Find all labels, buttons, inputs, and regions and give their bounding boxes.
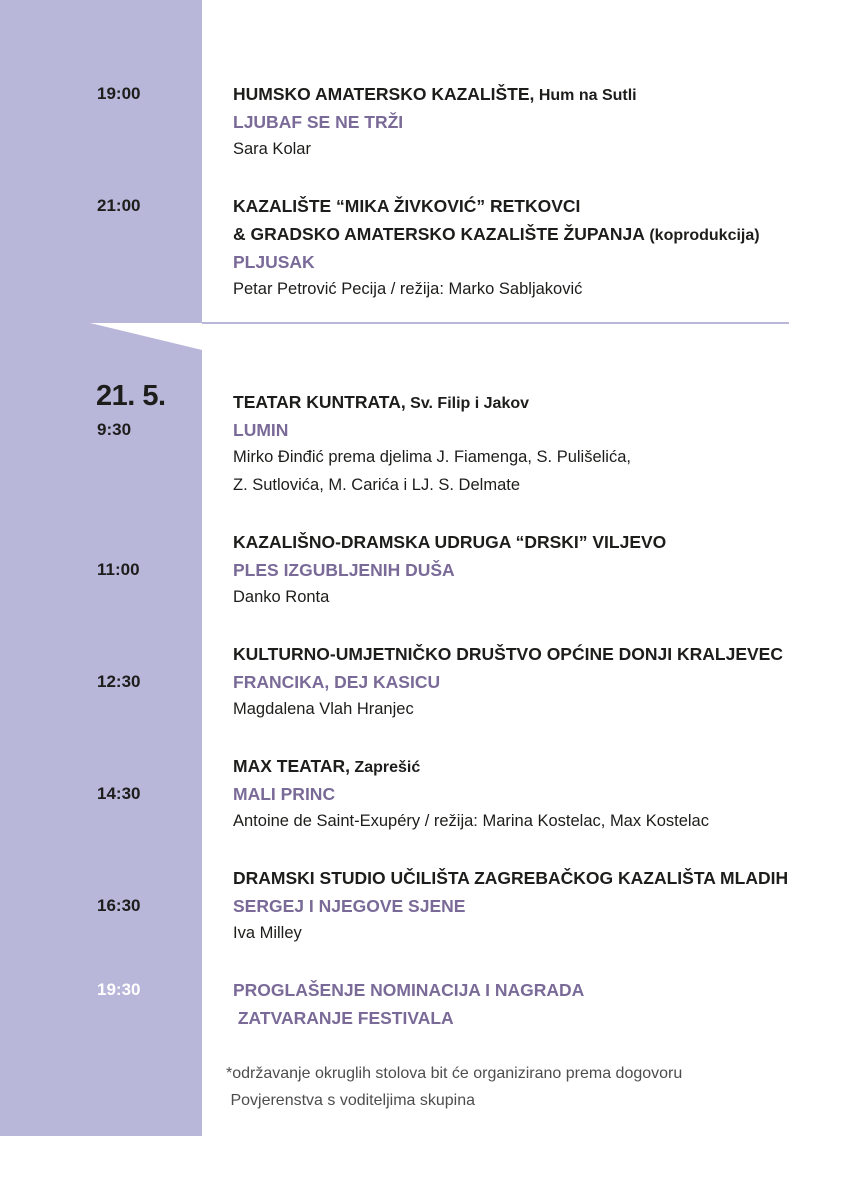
event-time: 11:00 <box>97 560 140 579</box>
event-credit: Danko Ronta <box>233 588 330 606</box>
event-title: LUMIN <box>233 420 289 440</box>
event-title: MALI PRINC <box>233 784 336 804</box>
event-time: 19:00 <box>97 84 141 103</box>
event-organizer: KULTURNO-UMJETNIČKO DRUŠTVO OPĆINE DONJI KRALJEVEC <box>233 644 783 664</box>
footnote-line2: Povjerenstva s voditeljima skupina <box>226 1092 476 1109</box>
event-credit: Antoine de Saint-Exupéry / režija: Marina Kostelac, Max Kostelac <box>233 812 709 830</box>
event-credit: Sara Kolar <box>233 140 311 158</box>
event-organizer: MAX TEATAR, Zaprešić <box>233 756 421 776</box>
event-title: PLES IZGUBLJENIH DUŠA <box>233 560 455 580</box>
event-time: 9:30 <box>97 420 132 439</box>
event-title: PLJUSAK <box>233 252 315 272</box>
event-time: 19:30 <box>97 980 141 999</box>
event-credit: Iva Milley <box>233 924 302 942</box>
event-credit: Mirko Đinđić prema djelima J. Fiamenga, S. Pulišelića, <box>233 448 631 466</box>
event-organizer: KAZALIŠNO-DRAMSKA UDRUGA “DRSKI” VILJEVO <box>233 532 667 552</box>
event-organizer: HUMSKO AMATERSKO KAZALIŠTE, Hum na Sutli <box>233 84 637 104</box>
event-time: 12:30 <box>97 672 141 691</box>
event-time: 16:30 <box>97 896 141 915</box>
event-time: 14:30 <box>97 784 141 803</box>
event-organizer: TEATAR KUNTRATA, Sv. Filip i Jakov <box>233 392 530 412</box>
event-organizer: DRAMSKI STUDIO UČILIŠTA ZAGREBAČKOG KAZALIŠTA MLADIH <box>233 868 789 888</box>
event-credit: Magdalena Vlah Hranjec <box>233 700 414 718</box>
event-title: SERGEJ I NJEGOVE SJENE <box>233 896 466 916</box>
event-title: FRANCIKA, DEJ KASICU <box>233 672 441 692</box>
event-title: LJUBAF SE NE TRŽI <box>233 112 404 132</box>
event-organizer: KAZALIŠTE “MIKA ŽIVKOVIĆ” RETKOVCI <box>233 196 581 216</box>
event-title: PROGLAŠENJE NOMINACIJA I NAGRADA <box>233 980 585 1000</box>
event-time: 21:00 <box>97 196 141 215</box>
event-organizer-line2: & GRADSKO AMATERSKO KAZALIŠTE ŽUPANJA (koprodukcija) <box>233 224 760 244</box>
footnote: *održavanje okruglih stolova bit će organizirano prema dogovoru <box>226 1065 683 1082</box>
event-credit-line2: Z. Sutlovića, M. Carića i LJ. S. Delmate <box>233 476 521 494</box>
event-credit: Petar Petrović Pecija / režija: Marko Sabljaković <box>233 280 583 298</box>
day-date: 21. 5. <box>96 380 166 412</box>
event-title-line2: ZATVARANJE FESTIVALA <box>233 1008 454 1028</box>
